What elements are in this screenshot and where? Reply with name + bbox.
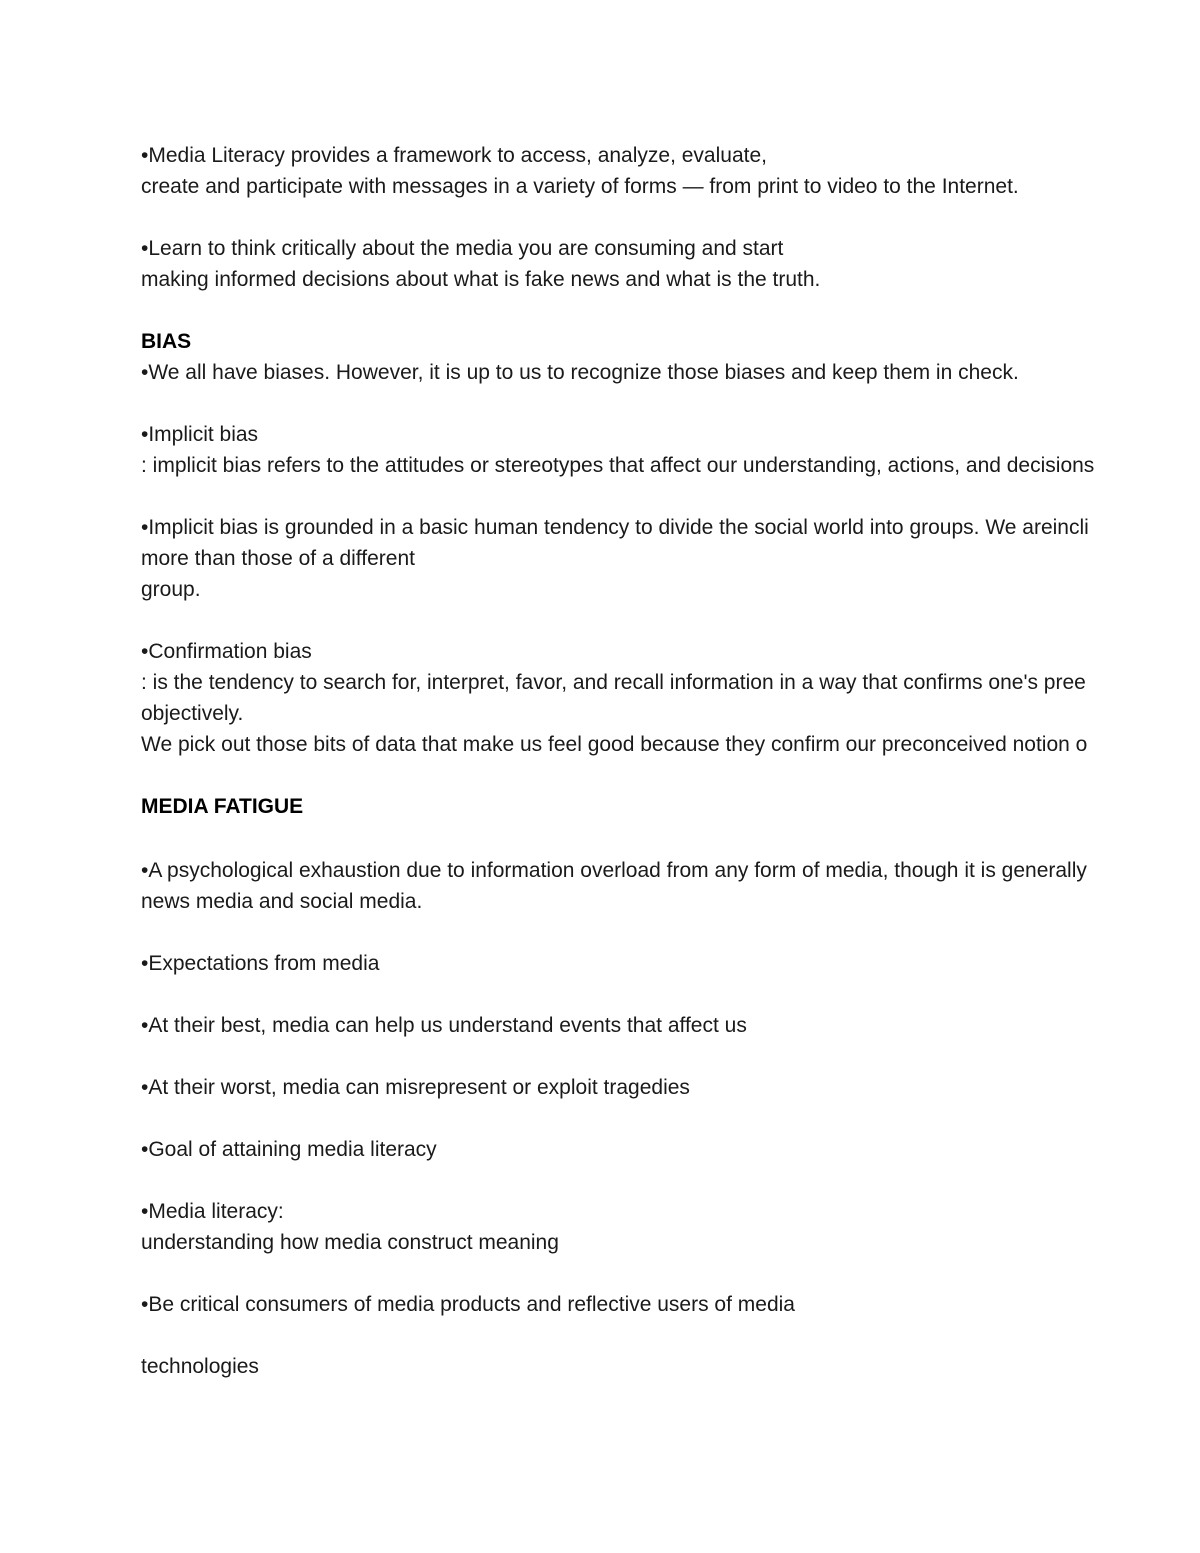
implicit-bias-title: •Implicit bias — [141, 423, 259, 446]
confirmation-bias-definition-3: We pick out those bits of data that make us feel good because they confirm our preconceived notion o — [141, 733, 1088, 756]
confirmation-bias-title: •Confirmation bias — [141, 640, 312, 663]
intro-line-4: making informed decisions about what is fake news and what is the truth. — [141, 268, 821, 291]
goal-item: •Goal of attaining media literacy — [141, 1138, 437, 1161]
intro-line-1: •Media Literacy provides a framework to access, analyze, evaluate, — [141, 144, 767, 167]
confirmation-bias-definition-2: objectively. — [141, 702, 244, 725]
at-their-best-item: •At their best, media can help us understand events that affect us — [141, 1014, 747, 1037]
critical-consumers-item: •Be critical consumers of media products and reflective users of media — [141, 1293, 795, 1316]
implicit-bias-grounded-line-3: group. — [141, 578, 201, 601]
implicit-bias-grounded-line-1: •Implicit bias is grounded in a basic human tendency to divide the social world into groups. We areincli — [141, 516, 1089, 539]
media-fatigue-definition-1: •A psychological exhaustion due to information overload from any form of media, though it is generally — [141, 859, 1087, 882]
media-fatigue-heading: MEDIA FATIGUE — [141, 795, 304, 818]
bias-heading: BIAS — [141, 330, 192, 353]
technologies-line: technologies — [141, 1355, 259, 1378]
at-their-worst-item: •At their worst, media can misrepresent or exploit tragedies — [141, 1076, 690, 1099]
media-literacy-definition: understanding how media construct meaning — [141, 1231, 559, 1254]
media-literacy-title: •Media literacy: — [141, 1200, 284, 1223]
intro-line-3: •Learn to think critically about the media you are consuming and start — [141, 237, 784, 260]
implicit-bias-grounded-line-2: more than those of a different — [141, 547, 415, 570]
expectations-item: •Expectations from media — [141, 952, 380, 975]
intro-line-2: create and participate with messages in a variety of forms — from print to video to the Internet. — [141, 175, 1019, 198]
implicit-bias-definition: : implicit bias refers to the attitudes or stereotypes that affect our understanding, actions, and decisions — [141, 454, 1095, 477]
bias-line-1: •We all have biases. However, it is up to us to recognize those biases and keep them in check. — [141, 361, 1019, 384]
confirmation-bias-definition-1: : is the tendency to search for, interpret, favor, and recall information in a way that confirms one's pree — [141, 671, 1086, 694]
media-fatigue-definition-2: news media and social media. — [141, 890, 423, 913]
